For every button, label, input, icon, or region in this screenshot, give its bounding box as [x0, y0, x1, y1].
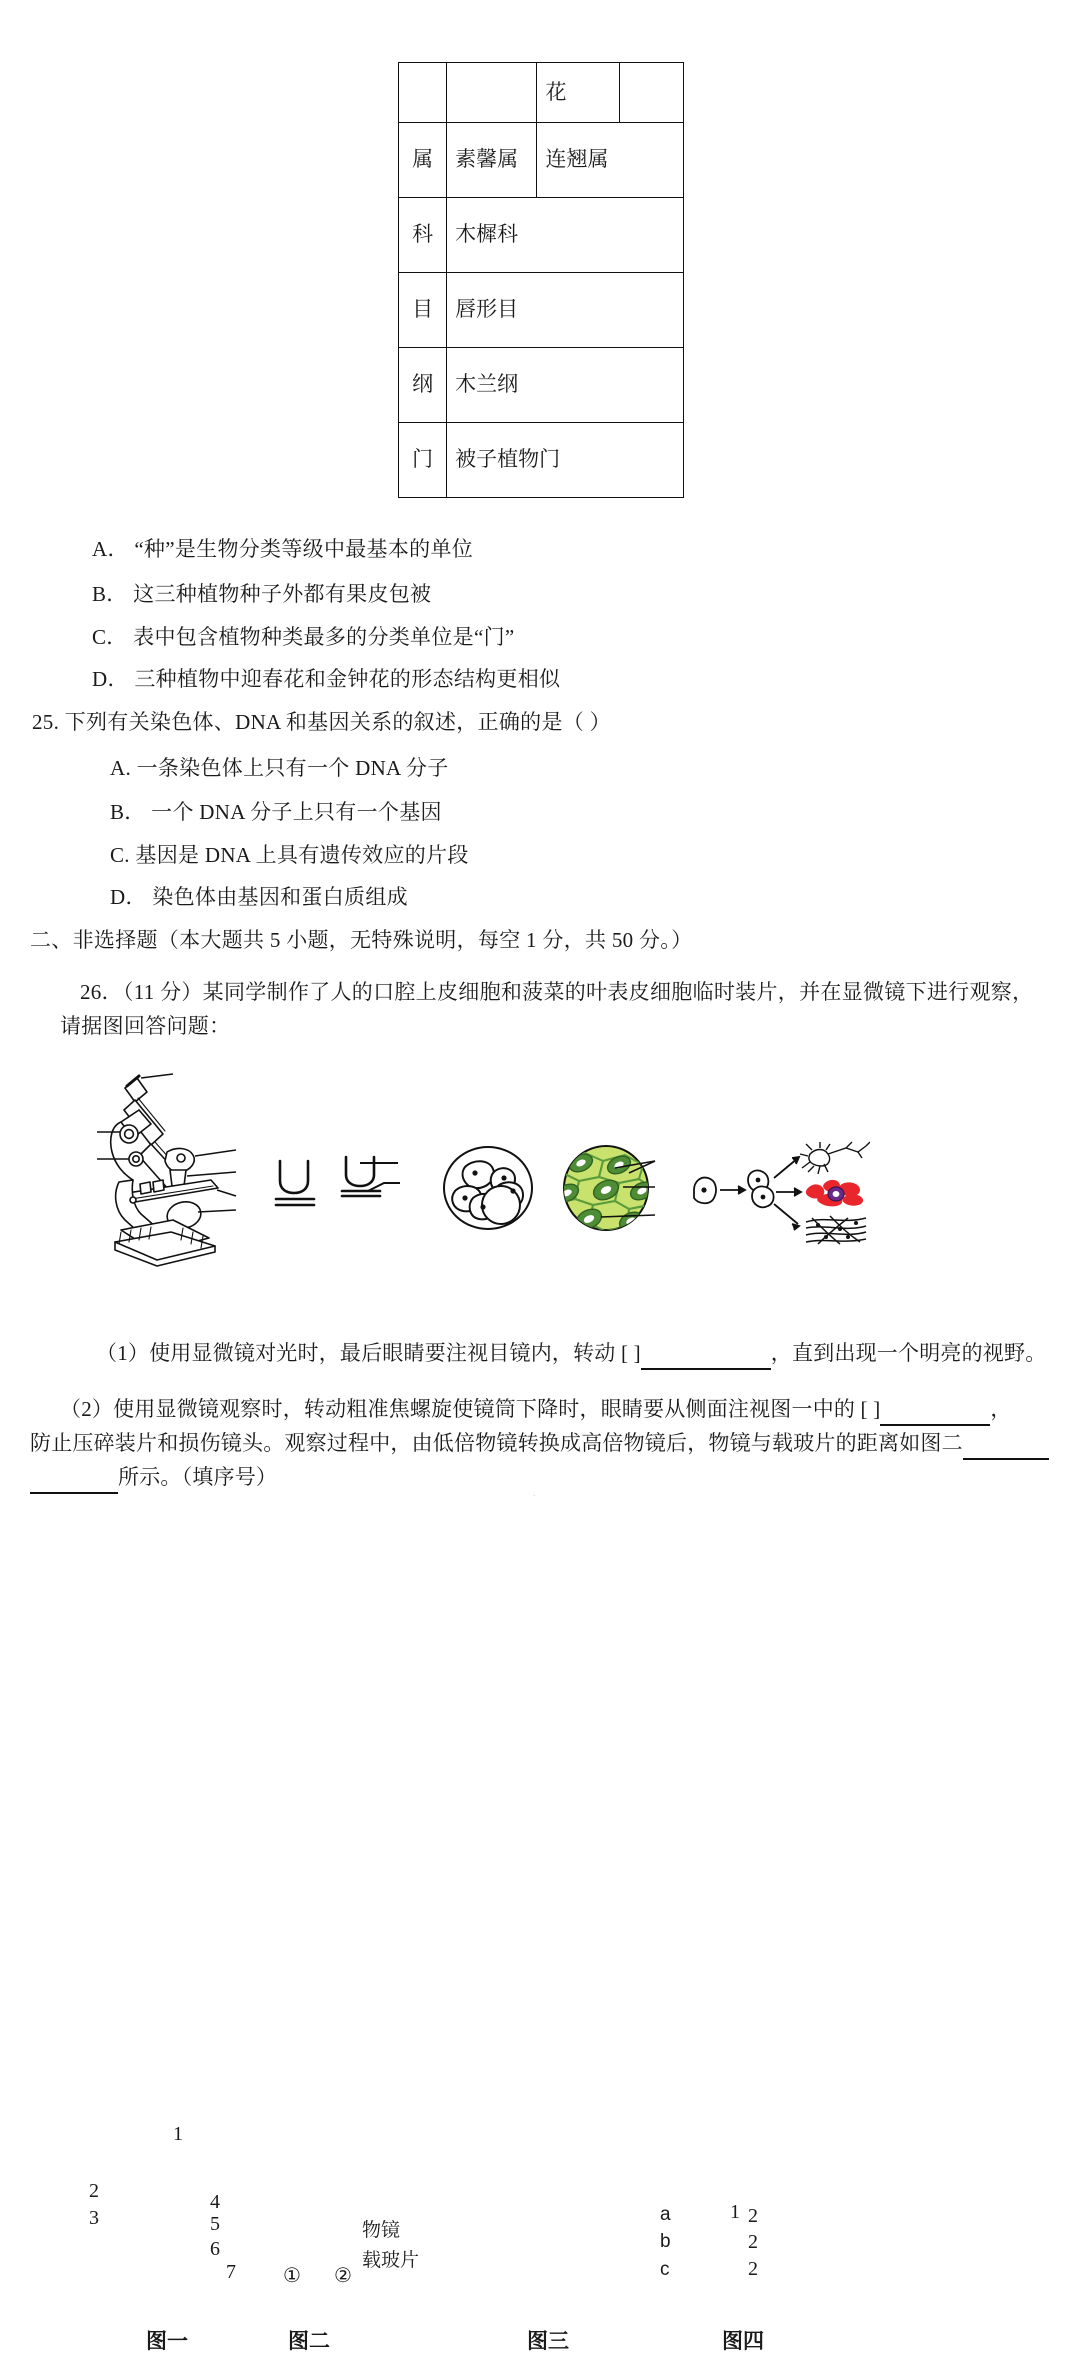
q26-sub2-blank-2b[interactable] [30, 1470, 118, 1494]
microscope-label-2: 2 [89, 2180, 99, 2202]
microscope-label-7: 7 [226, 2261, 236, 2283]
microscope-label-4: 4 [210, 2191, 220, 2213]
table-rank-genus: 属 [399, 123, 447, 198]
table-rank-family: 科 [399, 198, 447, 273]
table-row [399, 63, 684, 123]
table-cell [619, 63, 683, 123]
q26-sub1 [96, 1336, 1046, 1370]
table-cell: 素馨属 [447, 123, 537, 198]
table-rank-class: 纲 [399, 348, 447, 423]
q26-sub2-line3 [30, 1460, 277, 1494]
table-cell: 木樨科 [447, 198, 684, 273]
fig3-label-c: c [660, 2259, 670, 2280]
figure-caption-3: 图三 [527, 2330, 569, 2353]
table-cell: 唇形目 [447, 273, 684, 348]
table-cell: 木兰纲 [447, 348, 684, 423]
objective-lens-label: 物镜 [362, 2220, 401, 2241]
microscope-label-1: 1 [173, 2123, 183, 2145]
section-2-heading: 二、非选择题（本大题共 5 小题，无特殊说明，每空 1 分，共 50 分。） [30, 928, 693, 952]
figure-caption-2: 图二 [288, 2330, 330, 2353]
q25-option-c: C. 基因是 DNA 上具有遗传效应的片段 [110, 843, 469, 867]
table-row [399, 123, 684, 198]
table-cell [399, 63, 447, 123]
fig4-arrow-label-2c: 2 [748, 2258, 758, 2280]
fig4-arrow-label-1: 1 [730, 2201, 740, 2223]
table-row [399, 198, 684, 273]
fig4-arrow-label-2a: 2 [748, 2205, 758, 2227]
q26-sub2-line2 [30, 1426, 1049, 1460]
objective-slide-diagram [272, 1155, 442, 1235]
table-rank-order: 目 [399, 273, 447, 348]
microscope-label-3: 3 [89, 2207, 99, 2229]
figure-caption-4: 图四 [722, 2330, 764, 2353]
q26-sub2-line2-text: 防止压碎装片和损伤镜头。观察过程中，由低倍物镜转换成高倍物镜后，物镜与载玻片的距离如图二 [30, 1431, 963, 1455]
page-footer-mark: . [533, 1487, 536, 1499]
q24-option-c: C． 表中包含植物种类最多的分类单位是“门” [92, 625, 515, 649]
q26-sub1-text-post: ，直到出现一个明亮的视野。 [770, 1341, 1047, 1365]
table-cell: 被子植物门 [447, 423, 684, 498]
microscope-label-5: 5 [210, 2213, 220, 2235]
q25-stem: 25. 下列有关染色体、DNA 和基因关系的叙述，正确的是（ ） [32, 710, 611, 734]
fig3-label-b: b [660, 2231, 671, 2252]
table-row [399, 348, 684, 423]
q26-sub1-text-pre: （1）使用显微镜对光时，最后眼睛要注视目镜内，转动 [ ] [96, 1341, 641, 1365]
q24-option-a: A． “种”是生物分类等级中最基本的单位 [92, 537, 474, 561]
q26-sub2-blank-2a[interactable] [963, 1436, 1049, 1460]
slide-label: 载玻片 [362, 2250, 420, 2271]
table-cell: 连翘属 [537, 123, 684, 198]
table-cell-flower: 花 [537, 63, 619, 123]
fig3-label-a: a [660, 2204, 671, 2225]
table-cell [447, 63, 537, 123]
fig2-item-2: ② [334, 2265, 352, 2287]
fig4-arrow-label-2b: 2 [748, 2231, 758, 2253]
q26-sub2-text-pre: （2）使用显微镜观察时，转动粗准焦螺旋使镜筒下降时，眼睛要从侧面注视图一中的 [ ] [60, 1397, 881, 1421]
q24-option-b: B． 这三种植物种子外都有果皮包被 [92, 582, 432, 606]
q25-option-b: B． 一个 DNA 分子上只有一个基因 [110, 800, 442, 824]
q26-stem-line1: 26．（11 分）某同学制作了人的口腔上皮细胞和菠菜的叶表皮细胞临时装片，并在显微镜下进行观察， [80, 980, 1034, 1004]
q26-stem-line2: 请据图回答问题： [60, 1014, 231, 1038]
q25-option-d: D． 染色体由基因和蛋白质组成 [110, 885, 408, 909]
microscope-label-6: 6 [210, 2238, 220, 2260]
q24-option-d: D． 三种植物中迎春花和金钟花的形态结构更相似 [92, 667, 561, 691]
table-rank-phylum: 门 [399, 423, 447, 498]
q25-option-a: A. 一条染色体上只有一个 DNA 分子 [110, 756, 449, 780]
q26-sub2-line1 [60, 1392, 1012, 1426]
q26-sub1-blank[interactable] [641, 1346, 771, 1370]
plant-classification-table [398, 62, 684, 498]
table-row [399, 423, 684, 498]
table-body [399, 63, 684, 498]
figure-caption-1: 图一 [146, 2330, 188, 2353]
cell-views-diagram [443, 1143, 693, 1248]
q26-sub2-line3-text: 所示。（填序号） [118, 1465, 278, 1489]
fig2-item-1: ① [283, 2265, 301, 2287]
q26-sub2-blank-1[interactable] [880, 1402, 990, 1426]
cell-differentiation-diagram [690, 1140, 870, 1250]
q26-sub2-comma: ， [990, 1397, 1012, 1421]
table-row [399, 273, 684, 348]
